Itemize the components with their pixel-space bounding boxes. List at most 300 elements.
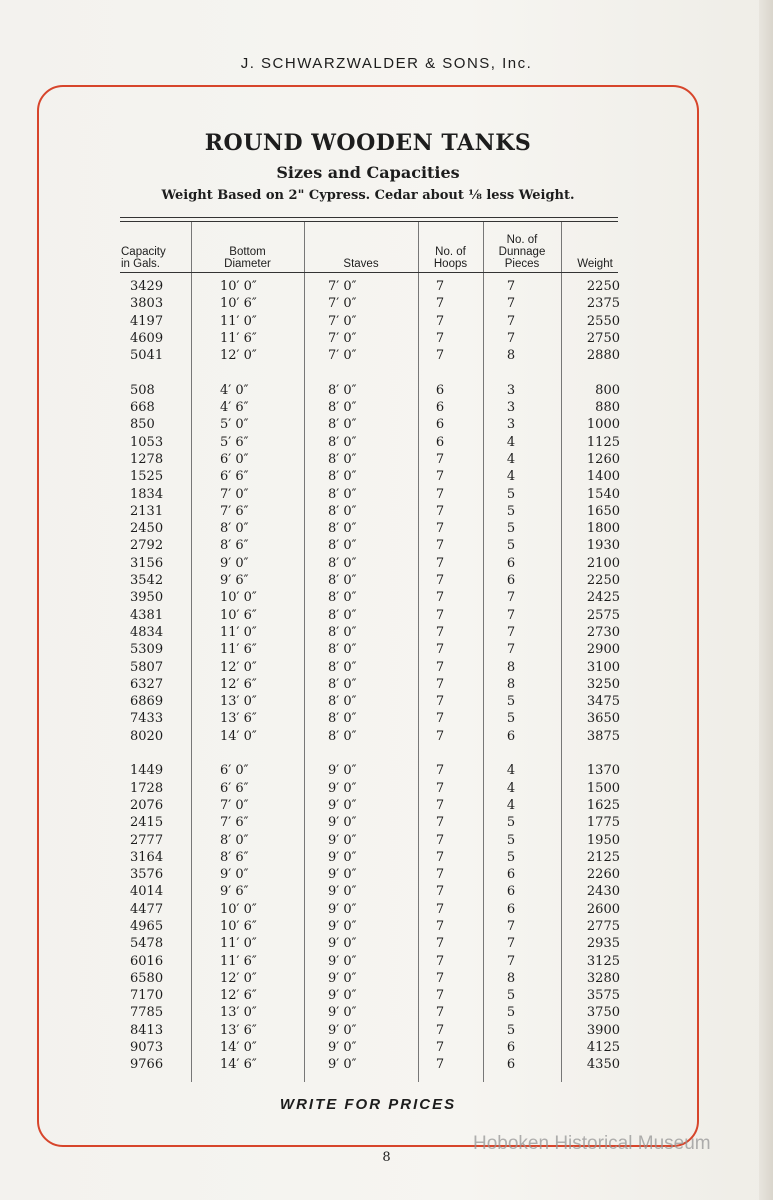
capacity-cell: 6869: [130, 694, 164, 710]
weight-cell: 1125: [586, 434, 620, 450]
capacity-cell: 3950: [130, 590, 164, 606]
dunnage-cell: 6: [506, 555, 516, 571]
bottom-diameter-cell: 12′ 6″: [220, 988, 257, 1004]
staves-cell: 8′ 0″: [328, 521, 357, 537]
weight-cell: 3750: [586, 1005, 620, 1021]
weight-cell: 1950: [586, 832, 620, 848]
staves-cell: 7′ 0″: [328, 348, 357, 364]
weight-cell: 2125: [586, 849, 620, 865]
bottom-diameter-cell: 10′ 6″: [220, 918, 257, 934]
capacity-cell: 4381: [130, 607, 164, 623]
staves-cell: 8′ 0″: [328, 486, 357, 502]
weight-cell: 2100: [586, 555, 620, 571]
weight-cell: 2900: [586, 642, 620, 658]
bottom-diameter-cell: 4′ 0″: [220, 382, 249, 398]
bottom-diameter-cell: 6′ 6″: [220, 469, 249, 485]
table-row: [120, 416, 620, 433]
capacity-cell: 4014: [130, 884, 164, 900]
weight-cell: 1930: [586, 538, 620, 554]
bottom-diameter-cell: 9′ 6″: [220, 573, 249, 589]
bottom-diameter-cell: 10′ 0″: [220, 279, 257, 294]
weight-cell: 2935: [586, 936, 620, 952]
table-row: [120, 451, 620, 468]
bottom-diameter-cell: 6′ 6″: [220, 780, 249, 796]
dunnage-cell: 4: [506, 797, 516, 813]
dunnage-cell: 4: [506, 434, 516, 450]
dunnage-cell: 7: [506, 330, 516, 346]
capacity-cell: 1278: [130, 451, 164, 467]
capacity-cell: 7433: [130, 711, 164, 727]
header-hoops-text: No. of Hoops: [433, 246, 468, 270]
staves-cell: 8′ 0″: [328, 573, 357, 589]
table-row: [120, 347, 620, 364]
hoops-cell: 6: [435, 400, 445, 416]
capacity-cell: 1449: [130, 763, 164, 779]
dunnage-cell: 7: [506, 590, 516, 606]
dunnage-cell: 5: [506, 521, 516, 537]
dunnage-cell: 4: [506, 469, 516, 485]
table-row: [120, 780, 620, 797]
table-row: [120, 382, 620, 399]
table-top-rule: [120, 217, 618, 218]
bottom-diameter-cell: 13′ 6″: [220, 1022, 257, 1038]
hoops-cell: 6: [435, 434, 445, 450]
weight-cell: 3900: [586, 1022, 620, 1038]
bottom-diameter-cell: 11′ 6″: [220, 953, 257, 969]
capacity-cell: 6580: [130, 970, 164, 986]
dunnage-cell: 7: [506, 313, 516, 329]
dunnage-cell: 4: [506, 763, 516, 779]
table-row: [120, 901, 620, 918]
staves-cell: 9′ 0″: [328, 884, 357, 900]
table-row: [120, 399, 620, 416]
hoops-cell: 7: [435, 867, 445, 883]
hoops-cell: 7: [435, 1057, 445, 1073]
table-row: [120, 832, 620, 849]
dunnage-cell: 7: [506, 279, 516, 294]
bottom-diameter-cell: 10′ 6″: [220, 296, 257, 312]
weight-cell: 1775: [586, 815, 620, 831]
staves-cell: 9′ 0″: [328, 918, 357, 934]
weight-cell: 3875: [586, 728, 620, 744]
bottom-diameter-cell: 7′ 0″: [220, 486, 249, 502]
group-spacer: [120, 364, 620, 381]
table-row: [120, 935, 620, 952]
header-staves-text: Staves: [343, 258, 379, 270]
weight-cell: 1540: [586, 486, 620, 502]
table-row: [120, 537, 620, 554]
capacity-cell: 6327: [130, 676, 164, 692]
staves-cell: 9′ 0″: [328, 901, 357, 917]
bottom-diameter-cell: 12′ 0″: [220, 348, 257, 364]
table-row: [120, 710, 620, 727]
bottom-diameter-cell: 6′ 0″: [220, 763, 249, 779]
header-dunnage: [483, 226, 561, 270]
staves-cell: 9′ 0″: [328, 797, 357, 813]
staves-cell: 8′ 0″: [328, 624, 357, 640]
dunnage-cell: 5: [506, 503, 516, 519]
weight-cell: 3125: [586, 953, 620, 969]
staves-cell: 9′ 0″: [328, 832, 357, 848]
table-row: [120, 503, 620, 520]
dunnage-cell: 7: [506, 936, 516, 952]
staves-cell: 8′ 0″: [328, 590, 357, 606]
page-edge: [759, 0, 773, 1200]
capacity-cell: 508: [130, 382, 155, 398]
bottom-diameter-cell: 6′ 0″: [220, 451, 249, 467]
hoops-cell: 7: [435, 901, 445, 917]
table-row: [120, 866, 620, 883]
table-row: [120, 555, 620, 572]
staves-cell: 8′ 0″: [328, 728, 357, 744]
tank-table: [120, 278, 620, 1074]
capacity-cell: 4477: [130, 901, 164, 917]
staves-cell: 9′ 0″: [328, 988, 357, 1004]
bottom-diameter-cell: 9′ 0″: [220, 555, 249, 571]
weight-cell: 1400: [586, 469, 620, 485]
capacity-cell: 5309: [130, 642, 164, 658]
weight-cell: 4350: [586, 1057, 620, 1073]
dunnage-cell: 8: [506, 659, 516, 675]
table-row: [120, 883, 620, 900]
capacity-cell: 3429: [130, 279, 164, 294]
hoops-cell: 6: [435, 382, 445, 398]
table-row: [120, 434, 620, 451]
bottom-diameter-cell: 11′ 0″: [220, 936, 257, 952]
hoops-cell: 7: [435, 832, 445, 848]
capacity-cell: 9766: [130, 1057, 164, 1073]
table-row: [120, 953, 620, 970]
staves-cell: 7′ 0″: [328, 296, 357, 312]
bottom-diameter-cell: 10′ 6″: [220, 607, 257, 623]
weight-cell: 2880: [586, 348, 620, 364]
hoops-cell: 7: [435, 521, 445, 537]
weight-cell: 800: [595, 382, 620, 398]
bottom-diameter-cell: 9′ 0″: [220, 867, 249, 883]
staves-cell: 9′ 0″: [328, 815, 357, 831]
weight-cell: 2250: [586, 573, 620, 589]
capacity-cell: 3576: [130, 867, 164, 883]
header-capacity-text: Capacity in Gals.: [121, 246, 166, 270]
dunnage-cell: 6: [506, 901, 516, 917]
page-number: 8: [382, 1150, 391, 1165]
bottom-diameter-cell: 11′ 6″: [220, 642, 257, 658]
dunnage-cell: 6: [506, 728, 516, 744]
hoops-cell: 7: [435, 849, 445, 865]
dunnage-cell: 8: [506, 676, 516, 692]
capacity-cell: 8413: [130, 1022, 164, 1038]
capacity-cell: 2131: [130, 503, 164, 519]
header-staves: [304, 226, 418, 270]
header-bottom-rule: [120, 272, 618, 273]
capacity-cell: 1728: [130, 780, 164, 796]
table-row: [120, 693, 620, 710]
staves-cell: 8′ 0″: [328, 676, 357, 692]
staves-cell: 7′ 0″: [328, 330, 357, 346]
dunnage-cell: 6: [506, 867, 516, 883]
hoops-cell: 7: [435, 1005, 445, 1021]
table-row: [120, 624, 620, 641]
capacity-cell: 7170: [130, 988, 164, 1004]
write-for-prices: WRITE FOR PRICES: [279, 1096, 457, 1113]
table-row: [120, 1004, 620, 1021]
dunnage-cell: 6: [506, 884, 516, 900]
hoops-cell: 7: [435, 953, 445, 969]
table-row: [120, 797, 620, 814]
table-row: [120, 607, 620, 624]
table-row: [120, 1039, 620, 1056]
hoops-cell: 7: [435, 797, 445, 813]
weight-cell: 3280: [586, 970, 620, 986]
bottom-diameter-cell: 12′ 6″: [220, 676, 257, 692]
dunnage-cell: 3: [506, 400, 516, 416]
weight-cell: 2550: [586, 313, 620, 329]
hoops-cell: 7: [435, 1040, 445, 1056]
weight-cell: 1625: [586, 797, 620, 813]
header-bottom-diameter-text: Bottom Diameter: [224, 246, 271, 270]
staves-cell: 8′ 0″: [328, 417, 357, 433]
weight-cell: 2260: [586, 867, 620, 883]
table-row: [120, 278, 620, 295]
capacity-cell: 850: [130, 417, 155, 433]
dunnage-cell: 4: [506, 451, 516, 467]
hoops-cell: 7: [435, 676, 445, 692]
weight-note: Weight Based on 2" Cypress. Cedar about ⅛ less Weight.: [161, 188, 575, 203]
staves-cell: 8′ 0″: [328, 607, 357, 623]
staves-cell: 7′ 0″: [328, 313, 357, 329]
weight-cell: 3650: [586, 711, 620, 727]
header-weight-text: Weight: [577, 258, 613, 270]
staves-cell: 8′ 0″: [328, 711, 357, 727]
table-row: [120, 641, 620, 658]
staves-cell: 8′ 0″: [328, 659, 357, 675]
table-row: [120, 572, 620, 589]
table-row: [120, 970, 620, 987]
dunnage-cell: 8: [506, 970, 516, 986]
table-row: [120, 520, 620, 537]
table-row: [120, 1056, 620, 1073]
weight-cell: 1370: [586, 763, 620, 779]
hoops-cell: 7: [435, 659, 445, 675]
staves-cell: 9′ 0″: [328, 1022, 357, 1038]
hoops-cell: 6: [435, 417, 445, 433]
hoops-cell: 7: [435, 590, 445, 606]
dunnage-cell: 5: [506, 849, 516, 865]
group-spacer: [120, 745, 620, 762]
weight-cell: 2775: [586, 918, 620, 934]
table-row: [120, 728, 620, 745]
weight-cell: 1650: [586, 503, 620, 519]
bottom-diameter-cell: 5′ 0″: [220, 417, 249, 433]
capacity-cell: 3542: [130, 573, 164, 589]
bottom-diameter-cell: 7′ 6″: [220, 815, 249, 831]
hoops-cell: 7: [435, 313, 445, 329]
table-row: [120, 987, 620, 1004]
dunnage-cell: 4: [506, 780, 516, 796]
dunnage-cell: 7: [506, 918, 516, 934]
table-row: [120, 1022, 620, 1039]
capacity-cell: 6016: [130, 953, 164, 969]
hoops-cell: 7: [435, 1022, 445, 1038]
table-top-rule-2: [120, 221, 618, 222]
header-capacity: [121, 226, 191, 270]
hoops-cell: 7: [435, 642, 445, 658]
dunnage-cell: 6: [506, 1040, 516, 1056]
staves-cell: 8′ 0″: [328, 382, 357, 398]
dunnage-cell: 7: [506, 642, 516, 658]
weight-cell: 2600: [586, 901, 620, 917]
hoops-cell: 7: [435, 469, 445, 485]
bottom-diameter-cell: 9′ 6″: [220, 884, 249, 900]
bottom-diameter-cell: 14′ 0″: [220, 1040, 257, 1056]
table-row: [120, 762, 620, 779]
bottom-diameter-cell: 10′ 0″: [220, 901, 257, 917]
hoops-cell: 7: [435, 780, 445, 796]
staves-cell: 9′ 0″: [328, 867, 357, 883]
dunnage-cell: 7: [506, 953, 516, 969]
hoops-cell: 7: [435, 763, 445, 779]
dunnage-cell: 6: [506, 573, 516, 589]
staves-cell: 8′ 0″: [328, 555, 357, 571]
capacity-cell: 4965: [130, 918, 164, 934]
capacity-cell: 3803: [130, 296, 164, 312]
staves-cell: 9′ 0″: [328, 936, 357, 952]
weight-cell: 3575: [586, 988, 620, 1004]
hoops-cell: 7: [435, 624, 445, 640]
bottom-diameter-cell: 12′ 0″: [220, 970, 257, 986]
staves-cell: 8′ 0″: [328, 469, 357, 485]
staves-cell: 8′ 0″: [328, 538, 357, 554]
staves-cell: 8′ 0″: [328, 503, 357, 519]
weight-cell: 1800: [586, 521, 620, 537]
hoops-cell: 7: [435, 694, 445, 710]
staves-cell: 9′ 0″: [328, 953, 357, 969]
dunnage-cell: 5: [506, 538, 516, 554]
dunnage-cell: 5: [506, 486, 516, 502]
table-row: [120, 486, 620, 503]
table-row: [120, 589, 620, 606]
staves-cell: 7′ 0″: [328, 279, 357, 294]
bottom-diameter-cell: 8′ 0″: [220, 521, 249, 537]
weight-cell: 1500: [586, 780, 620, 796]
weight-cell: 2425: [586, 590, 620, 606]
capacity-cell: 9073: [130, 1040, 164, 1056]
capacity-cell: 2450: [130, 521, 164, 537]
staves-cell: 9′ 0″: [328, 780, 357, 796]
dunnage-cell: 6: [506, 1057, 516, 1073]
bottom-diameter-cell: 13′ 0″: [220, 1005, 257, 1021]
bottom-diameter-cell: 4′ 6″: [220, 400, 249, 416]
capacity-cell: 2076: [130, 797, 164, 813]
table-row: [120, 468, 620, 485]
hoops-cell: 7: [435, 607, 445, 623]
header-bottom-diameter: [191, 226, 304, 270]
capacity-cell: 2777: [130, 832, 164, 848]
capacity-cell: 4197: [130, 313, 164, 329]
hoops-cell: 7: [435, 815, 445, 831]
staves-cell: 9′ 0″: [328, 849, 357, 865]
hoops-cell: 7: [435, 555, 445, 571]
staves-cell: 9′ 0″: [328, 1057, 357, 1073]
dunnage-cell: 5: [506, 1005, 516, 1021]
hoops-cell: 7: [435, 486, 445, 502]
capacity-cell: 4834: [130, 624, 164, 640]
capacity-cell: 2792: [130, 538, 164, 554]
hoops-cell: 7: [435, 988, 445, 1004]
dunnage-cell: 5: [506, 1022, 516, 1038]
hoops-cell: 7: [435, 296, 445, 312]
hoops-cell: 7: [435, 503, 445, 519]
weight-cell: 1260: [586, 451, 620, 467]
staves-cell: 8′ 0″: [328, 694, 357, 710]
bottom-diameter-cell: 12′ 0″: [220, 659, 257, 675]
hoops-cell: 7: [435, 451, 445, 467]
capacity-cell: 2415: [130, 815, 164, 831]
bottom-diameter-cell: 8′ 0″: [220, 832, 249, 848]
hoops-cell: 7: [435, 348, 445, 364]
bottom-diameter-cell: 14′ 0″: [220, 728, 257, 744]
header-weight: [561, 226, 629, 270]
dunnage-cell: 7: [506, 624, 516, 640]
hoops-cell: 7: [435, 538, 445, 554]
weight-cell: 2250: [586, 279, 620, 294]
museum-watermark: Hoboken Historical Museum: [473, 1133, 711, 1154]
capacity-cell: 5041: [130, 348, 164, 364]
header-dunnage-text: No. of Dunnage Pieces: [498, 234, 546, 270]
table-row: [120, 295, 620, 312]
table-row: [120, 330, 620, 347]
hoops-cell: 7: [435, 970, 445, 986]
dunnage-cell: 8: [506, 348, 516, 364]
capacity-cell: 8020: [130, 728, 164, 744]
weight-cell: 880: [595, 400, 620, 416]
table-row: [120, 313, 620, 330]
staves-cell: 8′ 0″: [328, 434, 357, 450]
staves-cell: 9′ 0″: [328, 1040, 357, 1056]
weight-cell: 1000: [586, 417, 620, 433]
table-row: [120, 659, 620, 676]
page-subtitle: Sizes and Capacities: [276, 163, 460, 182]
dunnage-cell: 5: [506, 988, 516, 1004]
dunnage-cell: 3: [506, 417, 516, 433]
staves-cell: 9′ 0″: [328, 1005, 357, 1021]
bottom-diameter-cell: 7′ 6″: [220, 503, 249, 519]
dunnage-cell: 5: [506, 694, 516, 710]
bottom-diameter-cell: 7′ 0″: [220, 797, 249, 813]
bottom-diameter-cell: 10′ 0″: [220, 590, 257, 606]
company-header: J. SCHWARZWALDER & SONS, Inc.: [240, 55, 533, 72]
weight-cell: 3250: [586, 676, 620, 692]
capacity-cell: 1053: [130, 434, 164, 450]
bottom-diameter-cell: 11′ 6″: [220, 330, 257, 346]
capacity-cell: 5807: [130, 659, 164, 675]
hoops-cell: 7: [435, 330, 445, 346]
weight-cell: 4125: [586, 1040, 620, 1056]
hoops-cell: 7: [435, 884, 445, 900]
hoops-cell: 7: [435, 918, 445, 934]
hoops-cell: 7: [435, 573, 445, 589]
bottom-diameter-cell: 13′ 0″: [220, 694, 257, 710]
weight-cell: 2575: [586, 607, 620, 623]
table-row: [120, 814, 620, 831]
dunnage-cell: 7: [506, 296, 516, 312]
staves-cell: 8′ 0″: [328, 642, 357, 658]
weight-cell: 2430: [586, 884, 620, 900]
hoops-cell: 7: [435, 728, 445, 744]
staves-cell: 9′ 0″: [328, 763, 357, 779]
table-row: [120, 918, 620, 935]
bottom-diameter-cell: 11′ 0″: [220, 313, 257, 329]
